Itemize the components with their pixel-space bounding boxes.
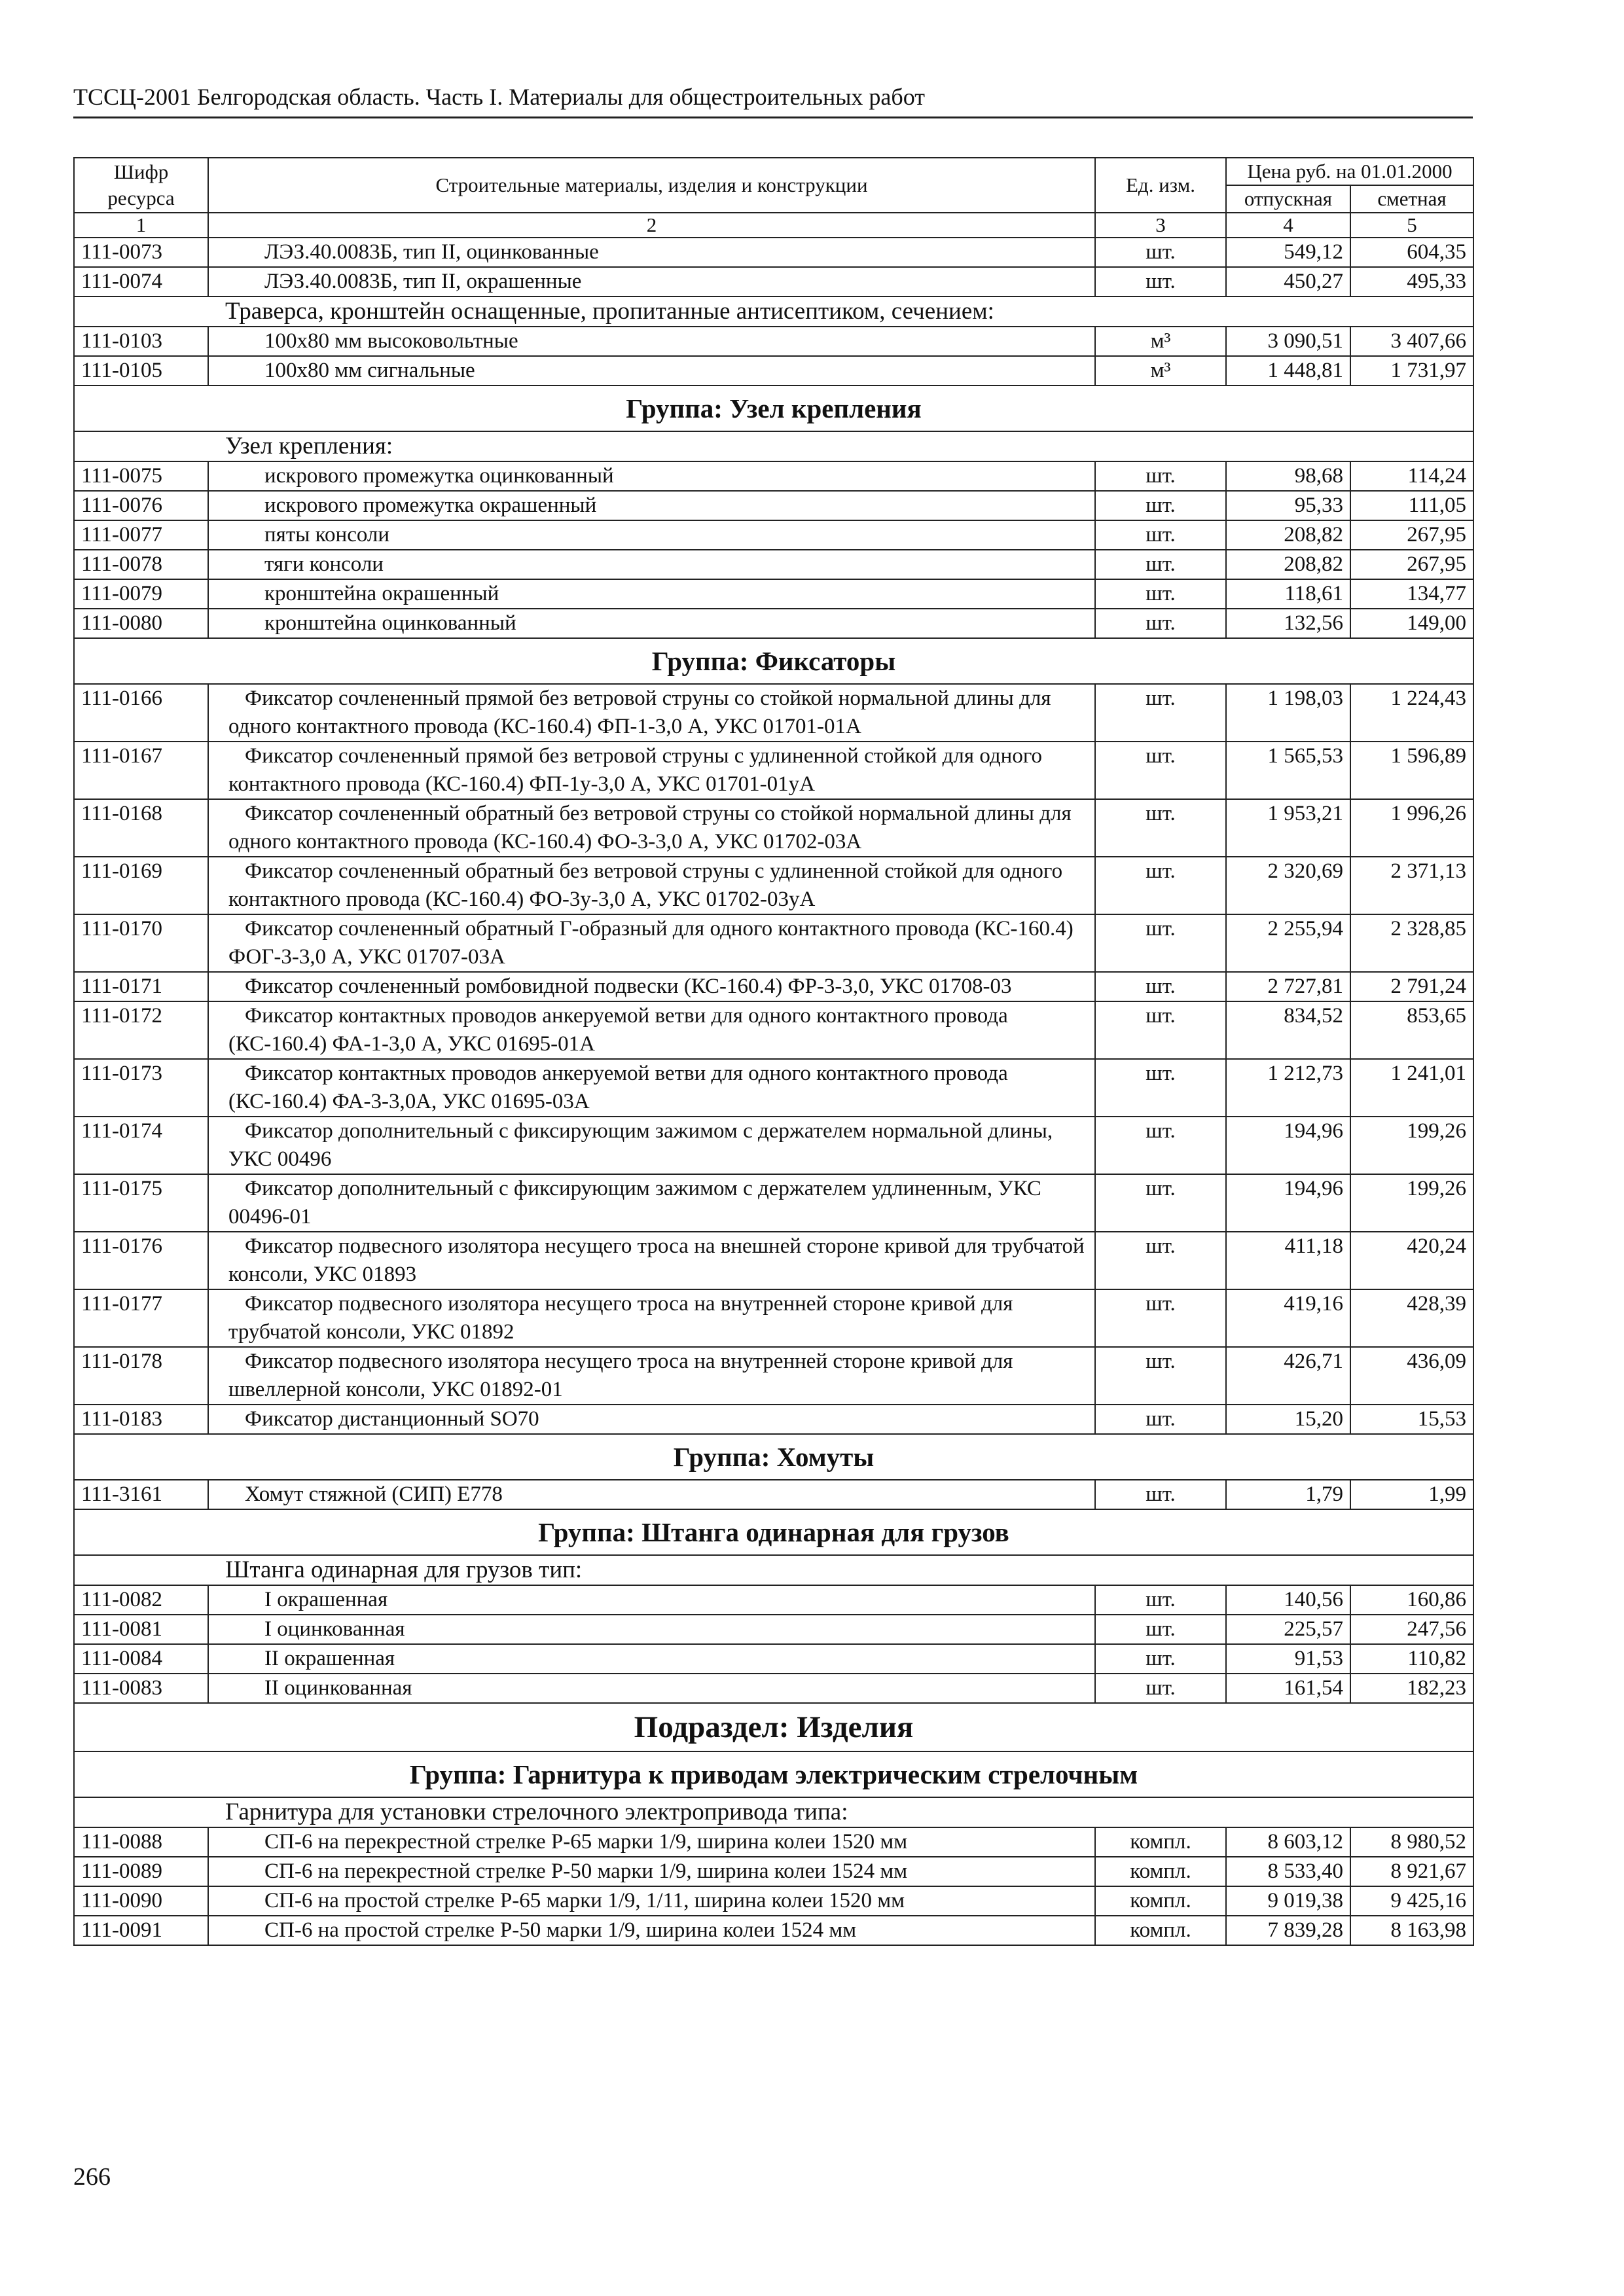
resource-code: 111-0091 xyxy=(74,1916,208,1945)
estimate-price: 1 241,01 xyxy=(1350,1059,1473,1117)
header-price-estimate: сметная xyxy=(1350,185,1473,213)
item-name: Фиксатор подвесного изолятора несущего троса на внешней стороне кривой для трубчатой консоли, УКС 01893 xyxy=(208,1232,1095,1289)
release-price: 15,20 xyxy=(1226,1405,1350,1434)
resource-code: 111-0178 xyxy=(74,1347,208,1405)
estimate-price: 1 731,97 xyxy=(1350,356,1473,386)
table-row xyxy=(74,799,1473,857)
table-row xyxy=(74,1117,1473,1174)
release-price: 2 255,94 xyxy=(1226,914,1350,972)
estimate-price: 182,23 xyxy=(1350,1674,1473,1703)
table-row xyxy=(74,1059,1473,1117)
resource-code: 111-0167 xyxy=(74,742,208,799)
subhead-text: Узел крепления: xyxy=(74,431,1473,461)
estimate-price: 134,77 xyxy=(1350,579,1473,609)
release-price: 194,96 xyxy=(1226,1117,1350,1174)
resource-code: 111-0105 xyxy=(74,356,208,386)
estimate-price: 114,24 xyxy=(1350,461,1473,491)
release-price: 411,18 xyxy=(1226,1232,1350,1289)
table-row xyxy=(74,356,1473,386)
item-name: СП-6 на простой стрелке Р-65 марки 1/9, 1/11, ширина колеи 1520 мм xyxy=(208,1886,1095,1916)
table-row xyxy=(74,1174,1473,1232)
unit-of-measure: шт. xyxy=(1095,914,1226,972)
table-row xyxy=(74,327,1473,356)
table-row xyxy=(74,491,1473,520)
table-row xyxy=(74,972,1473,1001)
estimate-price: 199,26 xyxy=(1350,1174,1473,1232)
item-name: Фиксатор подвесного изолятора несущего троса на внутренней стороне кривой для трубчатой консоли, УКС 01892 xyxy=(208,1289,1095,1347)
estimate-price: 1 996,26 xyxy=(1350,799,1473,857)
unit-of-measure: шт. xyxy=(1095,1615,1226,1644)
header-price-release: отпускная xyxy=(1226,185,1350,213)
item-name: Хомут стяжной (СИП) Е778 xyxy=(208,1480,1095,1509)
resource-code: 111-0080 xyxy=(74,609,208,638)
unit-of-measure: шт. xyxy=(1095,1059,1226,1117)
table-row xyxy=(74,609,1473,638)
estimate-price: 2 371,13 xyxy=(1350,857,1473,914)
column-number: 4 xyxy=(1226,213,1350,238)
resource-code: 111-0079 xyxy=(74,579,208,609)
resource-code: 111-0173 xyxy=(74,1059,208,1117)
item-name: Фиксатор сочлененный ромбовидной подвески (КС-160.4) ФР-3-3,0, УКС 01708-03 xyxy=(208,972,1095,1001)
group-heading-row xyxy=(74,1751,1473,1797)
estimate-price: 8 163,98 xyxy=(1350,1916,1473,1945)
price-table xyxy=(73,157,1474,1946)
resource-code: 111-0183 xyxy=(74,1405,208,1434)
resource-code: 111-0169 xyxy=(74,857,208,914)
estimate-price: 267,95 xyxy=(1350,520,1473,550)
item-name: кронштейна окрашенный xyxy=(208,579,1095,609)
table-header-row xyxy=(74,158,1473,185)
table-row xyxy=(74,1916,1473,1945)
release-price: 426,71 xyxy=(1226,1347,1350,1405)
resource-code: 111-0177 xyxy=(74,1289,208,1347)
resource-code: 111-3161 xyxy=(74,1480,208,1509)
table-row xyxy=(74,1644,1473,1674)
estimate-price: 247,56 xyxy=(1350,1615,1473,1644)
subhead-row xyxy=(74,1555,1473,1585)
item-name: тяги консоли xyxy=(208,550,1095,579)
resource-code: 111-0083 xyxy=(74,1674,208,1703)
estimate-price: 110,82 xyxy=(1350,1644,1473,1674)
item-name: Фиксатор подвесного изолятора несущего троса на внутренней стороне кривой для швеллерной консоли, УКС 01892-01 xyxy=(208,1347,1095,1405)
resource-code: 111-0171 xyxy=(74,972,208,1001)
resource-code: 111-0166 xyxy=(74,684,208,742)
estimate-price: 853,65 xyxy=(1350,1001,1473,1059)
unit-of-measure: шт. xyxy=(1095,1232,1226,1289)
resource-code: 111-0176 xyxy=(74,1232,208,1289)
table-row xyxy=(74,742,1473,799)
table-row xyxy=(74,1674,1473,1703)
unit-of-measure: шт. xyxy=(1095,1480,1226,1509)
header-rule xyxy=(73,117,1473,118)
resource-code: 111-0076 xyxy=(74,491,208,520)
release-price: 118,61 xyxy=(1226,579,1350,609)
subhead-text: Штанга одинарная для грузов тип: xyxy=(74,1555,1473,1585)
estimate-price: 149,00 xyxy=(1350,609,1473,638)
release-price: 91,53 xyxy=(1226,1644,1350,1674)
unit-of-measure: шт. xyxy=(1095,267,1226,296)
table-row xyxy=(74,1615,1473,1644)
item-name: пяты консоли xyxy=(208,520,1095,550)
estimate-price: 428,39 xyxy=(1350,1289,1473,1347)
subhead-text: Гарнитура для установки стрелочного электропривода типа: xyxy=(74,1797,1473,1827)
unit-of-measure: компл. xyxy=(1095,1886,1226,1916)
resource-code: 111-0081 xyxy=(74,1615,208,1644)
release-price: 834,52 xyxy=(1226,1001,1350,1059)
column-number: 2 xyxy=(208,213,1095,238)
release-price: 225,57 xyxy=(1226,1615,1350,1644)
unit-of-measure: шт. xyxy=(1095,857,1226,914)
release-price: 132,56 xyxy=(1226,609,1350,638)
unit-of-measure: шт. xyxy=(1095,1289,1226,1347)
item-name: 100х80 мм высоковольтные xyxy=(208,327,1095,356)
item-name: I оцинкованная xyxy=(208,1615,1095,1644)
item-name: Фиксатор сочлененный прямой без ветровой струны с удлиненной стойкой для одного контактного провода (КС-160.4) ФП-1у-3,0 А, УКС 01701-01уА xyxy=(208,742,1095,799)
estimate-price: 9 425,16 xyxy=(1350,1886,1473,1916)
header-price-group: Цена руб. на 01.01.2000 xyxy=(1226,158,1473,185)
table-row xyxy=(74,1585,1473,1615)
item-name: Фиксатор сочлененный обратный без ветровой струны с удлиненной стойкой для одного контактного провода (КС-160.4) ФО-3у-3,0 А, УКС 01702-03уА xyxy=(208,857,1095,914)
release-price: 450,27 xyxy=(1226,267,1350,296)
group-heading: Группа: Хомуты xyxy=(74,1434,1473,1480)
table-row xyxy=(74,1827,1473,1857)
table-row xyxy=(74,1857,1473,1886)
release-price: 2 727,81 xyxy=(1226,972,1350,1001)
table-row xyxy=(74,1232,1473,1289)
table-row xyxy=(74,1289,1473,1347)
column-number: 5 xyxy=(1350,213,1473,238)
estimate-price: 1 224,43 xyxy=(1350,684,1473,742)
estimate-price: 495,33 xyxy=(1350,267,1473,296)
table-row xyxy=(74,1347,1473,1405)
table-row xyxy=(74,1001,1473,1059)
estimate-price: 2 328,85 xyxy=(1350,914,1473,972)
unit-of-measure: шт. xyxy=(1095,684,1226,742)
table-row xyxy=(74,684,1473,742)
unit-of-measure: шт. xyxy=(1095,1347,1226,1405)
unit-of-measure: шт. xyxy=(1095,1644,1226,1674)
header-name: Строительные материалы, изделия и конструкции xyxy=(208,158,1095,213)
item-name: Фиксатор сочлененный прямой без ветровой струны со стойкой нормальной длины для одного контактного провода (КС-160.4) ФП-1-3,0 А, УКС 01701-01А xyxy=(208,684,1095,742)
estimate-price: 199,26 xyxy=(1350,1117,1473,1174)
resource-code: 111-0088 xyxy=(74,1827,208,1857)
table-row xyxy=(74,550,1473,579)
estimate-price: 267,95 xyxy=(1350,550,1473,579)
table-row xyxy=(74,238,1473,267)
unit-of-measure: шт. xyxy=(1095,799,1226,857)
estimate-price: 604,35 xyxy=(1350,238,1473,267)
unit-of-measure: шт. xyxy=(1095,742,1226,799)
table-row xyxy=(74,520,1473,550)
table-row xyxy=(74,857,1473,914)
estimate-price: 420,24 xyxy=(1350,1232,1473,1289)
item-name: СП-6 на перекрестной стрелке Р-65 марки 1/9, ширина колеи 1520 мм xyxy=(208,1827,1095,1857)
release-price: 194,96 xyxy=(1226,1174,1350,1232)
resource-code: 111-0103 xyxy=(74,327,208,356)
estimate-price: 3 407,66 xyxy=(1350,327,1473,356)
release-price: 7 839,28 xyxy=(1226,1916,1350,1945)
release-price: 98,68 xyxy=(1226,461,1350,491)
estimate-price: 1,99 xyxy=(1350,1480,1473,1509)
subhead-text: Траверса, кронштейн оснащенные, пропитанные антисептиком, сечением: xyxy=(74,296,1473,327)
resource-code: 111-0075 xyxy=(74,461,208,491)
unit-of-measure: м³ xyxy=(1095,356,1226,386)
item-name: Фиксатор дополнительный с фиксирующим зажимом с держателем нормальной длины, УКС 00496 xyxy=(208,1117,1095,1174)
estimate-price: 111,05 xyxy=(1350,491,1473,520)
column-number-row xyxy=(74,213,1473,238)
estimate-price: 2 791,24 xyxy=(1350,972,1473,1001)
item-name: II окрашенная xyxy=(208,1644,1095,1674)
resource-code: 111-0174 xyxy=(74,1117,208,1174)
release-price: 208,82 xyxy=(1226,550,1350,579)
group-heading: Группа: Гарнитура к приводам электрическим стрелочным xyxy=(74,1751,1473,1797)
item-name: СП-6 на простой стрелке Р-50 марки 1/9, ширина колеи 1524 мм xyxy=(208,1916,1095,1945)
release-price: 419,16 xyxy=(1226,1289,1350,1347)
resource-code: 111-0168 xyxy=(74,799,208,857)
release-price: 8 533,40 xyxy=(1226,1857,1350,1886)
release-price: 1 953,21 xyxy=(1226,799,1350,857)
item-name: Фиксатор сочлененный обратный без ветровой струны со стойкой нормальной длины для одного контактного провода (КС-160.4) ФО-3-3,0 А, УКС 01702-03А xyxy=(208,799,1095,857)
unit-of-measure: шт. xyxy=(1095,550,1226,579)
item-name: искрового промежутка оцинкованный xyxy=(208,461,1095,491)
unit-of-measure: шт. xyxy=(1095,520,1226,550)
resource-code: 111-0077 xyxy=(74,520,208,550)
table-row xyxy=(74,1405,1473,1434)
group-heading-row xyxy=(74,1434,1473,1480)
item-name: кронштейна оцинкованный xyxy=(208,609,1095,638)
item-name: искрового промежутка окрашенный xyxy=(208,491,1095,520)
estimate-price: 160,86 xyxy=(1350,1585,1473,1615)
item-name: ЛЭЗ.40.0083Б, тип II, окрашенные xyxy=(208,267,1095,296)
unit-of-measure: шт. xyxy=(1095,1174,1226,1232)
release-price: 2 320,69 xyxy=(1226,857,1350,914)
item-name: I окрашенная xyxy=(208,1585,1095,1615)
release-price: 1 212,73 xyxy=(1226,1059,1350,1117)
item-name: Фиксатор дистанционный SO70 xyxy=(208,1405,1095,1434)
release-price: 1,79 xyxy=(1226,1480,1350,1509)
page-number: 266 xyxy=(73,2163,111,2191)
unit-of-measure: шт. xyxy=(1095,1001,1226,1059)
unit-of-measure: м³ xyxy=(1095,327,1226,356)
unit-of-measure: компл. xyxy=(1095,1916,1226,1945)
table-row xyxy=(74,1480,1473,1509)
unit-of-measure: шт. xyxy=(1095,1674,1226,1703)
unit-of-measure: компл. xyxy=(1095,1827,1226,1857)
group-heading-row xyxy=(74,638,1473,684)
item-name: II оцинкованная xyxy=(208,1674,1095,1703)
group-heading-row xyxy=(74,1509,1473,1555)
release-price: 140,56 xyxy=(1226,1585,1350,1615)
column-number: 3 xyxy=(1095,213,1226,238)
page-header-title: ТССЦ-2001 Белгородская область. Часть I. Материалы для общестроительных работ xyxy=(73,84,925,110)
table-row xyxy=(74,1886,1473,1916)
subsection-heading: Подраздел: Изделия xyxy=(74,1703,1473,1751)
unit-of-measure: шт. xyxy=(1095,579,1226,609)
unit-of-measure: компл. xyxy=(1095,1857,1226,1886)
estimate-price: 8 980,52 xyxy=(1350,1827,1473,1857)
release-price: 549,12 xyxy=(1226,238,1350,267)
unit-of-measure: шт. xyxy=(1095,1405,1226,1434)
unit-of-measure: шт. xyxy=(1095,238,1226,267)
item-name: СП-6 на перекрестной стрелке Р-50 марки 1/9, ширина колеи 1524 мм xyxy=(208,1857,1095,1886)
release-price: 208,82 xyxy=(1226,520,1350,550)
subhead-row xyxy=(74,1797,1473,1827)
group-heading: Группа: Штанга одинарная для грузов xyxy=(74,1509,1473,1555)
resource-code: 111-0172 xyxy=(74,1001,208,1059)
table-row xyxy=(74,461,1473,491)
header-unit: Ед. изм. xyxy=(1095,158,1226,213)
item-name: Фиксатор контактных проводов анкеруемой ветви для одного контактного провода (КС-160.4) ФА-3-3,0А, УКС 01695-03А xyxy=(208,1059,1095,1117)
group-heading: Группа: Фиксаторы xyxy=(74,638,1473,684)
column-number: 1 xyxy=(74,213,208,238)
resource-code: 111-0175 xyxy=(74,1174,208,1232)
unit-of-measure: шт. xyxy=(1095,972,1226,1001)
item-name: Фиксатор сочлененный обратный Г-образный для одного контактного провода (КС-160.4) ФОГ-3-3,0 А, УКС 01707-03А xyxy=(208,914,1095,972)
item-name: Фиксатор дополнительный с фиксирующим зажимом с держателем удлиненным, УКС 00496-01 xyxy=(208,1174,1095,1232)
resource-code: 111-0074 xyxy=(74,267,208,296)
resource-code: 111-0090 xyxy=(74,1886,208,1916)
estimate-price: 15,53 xyxy=(1350,1405,1473,1434)
header-code: Шифр ресурса xyxy=(74,158,208,213)
release-price: 1 448,81 xyxy=(1226,356,1350,386)
group-heading: Группа: Узел крепления xyxy=(74,386,1473,431)
subhead-row xyxy=(74,296,1473,327)
release-price: 9 019,38 xyxy=(1226,1886,1350,1916)
subhead-row xyxy=(74,431,1473,461)
table-row xyxy=(74,579,1473,609)
release-price: 161,54 xyxy=(1226,1674,1350,1703)
resource-code: 111-0082 xyxy=(74,1585,208,1615)
resource-code: 111-0073 xyxy=(74,238,208,267)
unit-of-measure: шт. xyxy=(1095,491,1226,520)
resource-code: 111-0078 xyxy=(74,550,208,579)
resource-code: 111-0089 xyxy=(74,1857,208,1886)
release-price: 1 198,03 xyxy=(1226,684,1350,742)
release-price: 1 565,53 xyxy=(1226,742,1350,799)
release-price: 95,33 xyxy=(1226,491,1350,520)
release-price: 3 090,51 xyxy=(1226,327,1350,356)
resource-code: 111-0170 xyxy=(74,914,208,972)
unit-of-measure: шт. xyxy=(1095,1585,1226,1615)
estimate-price: 436,09 xyxy=(1350,1347,1473,1405)
group-heading-row xyxy=(74,386,1473,431)
item-name: 100х80 мм сигнальные xyxy=(208,356,1095,386)
subsection-heading-row xyxy=(74,1703,1473,1751)
item-name: Фиксатор контактных проводов анкеруемой ветви для одного контактного провода (КС-160.4) ФА-1-3,0 А, УКС 01695-01А xyxy=(208,1001,1095,1059)
price-table-body xyxy=(74,158,1473,1945)
resource-code: 111-0084 xyxy=(74,1644,208,1674)
table-row xyxy=(74,914,1473,972)
item-name: ЛЭЗ.40.0083Б, тип II, оцинкованные xyxy=(208,238,1095,267)
unit-of-measure: шт. xyxy=(1095,1117,1226,1174)
release-price: 8 603,12 xyxy=(1226,1827,1350,1857)
table-row xyxy=(74,267,1473,296)
estimate-price: 8 921,67 xyxy=(1350,1857,1473,1886)
estimate-price: 1 596,89 xyxy=(1350,742,1473,799)
unit-of-measure: шт. xyxy=(1095,609,1226,638)
unit-of-measure: шт. xyxy=(1095,461,1226,491)
